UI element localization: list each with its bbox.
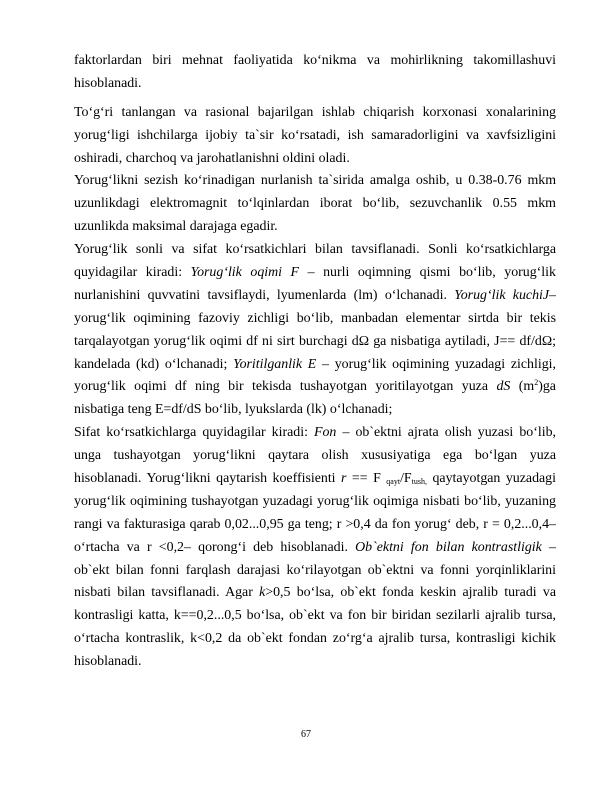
text-line: ob`ekt bilan fonni farqlash darajasi koʻrilayotgan ob`ektni va fonni yorqinliklarini [74, 562, 556, 578]
text-line: Toʻgʻri tanlangan va rasional bajarilgan ishlab chiqarish korxonasi xonalarining [74, 104, 556, 120]
term-italic: Ob`ektni fon bilan kontrastligik [355, 539, 542, 555]
text-line: nisbatiga teng E=df/dS boʻlib, lyukslarda (lk) oʻlchanadi; [74, 402, 393, 418]
text-line [74, 285, 556, 308]
text-line: oshiradi, charchoq va jarohatlanishni oldini oladi. [74, 150, 350, 166]
term-italic: Yorugʻlik oqimi F [190, 265, 300, 281]
text-line: yorugʻligi ishchilarga ijobiy ta`sir koʻrsatadi, ish samaradorligini va xavfsizligini [74, 127, 556, 143]
text-fragment: – nurli oqimning qismi boʻlib, yorugʻlik [307, 265, 556, 281]
text-fragment: – [549, 287, 556, 303]
text-line: yorugʻlik oqimining tushayotgan yuzadagi yorugʻlik oqimiga nisbati boʻlib, yuzaning [74, 493, 556, 509]
text-line: tarqalayotgan yorugʻlik oqimi df ni sirt burchagi dΩ ga nisbatiga aytiladi, J== df/dΩ; [74, 333, 556, 349]
text-fragment: yorugʻlik oqimi df ning bir tekisda tushayotgan yoritilayotgan yuza [74, 379, 488, 395]
term-italic: Fon [314, 425, 337, 441]
text-line [74, 582, 556, 605]
text-line [74, 468, 556, 491]
text-fragment: Sifat koʻrsatkichlarga quyidagilar kiradi: [74, 425, 308, 441]
term-italic: k [259, 585, 266, 601]
text-fragment: oʻrtacha va r <0,2– qorongʻi deb hisoblanadi. [74, 539, 348, 555]
page-number: 67 [301, 729, 311, 740]
document-page [74, 50, 556, 674]
term-italic: Yorugʻlik kuchiJ [454, 287, 550, 303]
text-fragment: kandelada (kd) oʻlchanadi; [74, 356, 228, 372]
text-line: hisoblanadi. [74, 654, 142, 670]
text-line [74, 376, 556, 399]
term-italic: Yoritilganlik E [233, 356, 317, 372]
text-fragment: – yorugʻlik oqimining yuzadagi zichligi, [322, 356, 556, 372]
text-fragment: – ob`ektni ajrata olish yuzasi boʻlib, [342, 425, 556, 441]
formula-fragment: == F $_{qayt}/F_{tush,}$ [351, 471, 427, 487]
text-line: oʻrtacha kontraslik, k<0,2 da ob`ekt fondan zoʻrgʻa ajralib tursa, kontrasligi kichik [74, 631, 556, 647]
text-fragment: qaytayotgan yuzadagi [432, 471, 556, 487]
text-line: rangi va fakturasiga qarab 0,02...0,95 ga teng; r >0,4 da fon yorugʻ deb, r = 0,2...0,4– [74, 516, 556, 532]
text-line [74, 262, 556, 285]
term-italic: dS [496, 379, 511, 395]
text-fragment: nurlanishini quvvatini tavsiflaydi, lyumenlarda (lm) oʻlchanadi. [74, 287, 447, 303]
text-line: kontrasligi katta, k==0,2...0,5 boʻlsa, ob`ekt va fon bir biridan sezilarli ajralib tursa, [74, 608, 556, 624]
text-line: hisoblanadi. [74, 75, 142, 91]
text-line [74, 354, 556, 377]
text-line: Yorugʻlik sonli va sifat koʻrsatkichlari bilan tavsiflanadi. Sonli koʻrsatkichlarga [74, 242, 556, 258]
text-fragment: – [549, 539, 556, 555]
text-fragment: quyidagilar kiradi: [74, 265, 183, 281]
text-line: unga tushayotgan yorugʻlikni qaytara olish xususiyatiga ega boʻlgan yuza [74, 448, 556, 464]
text-line: uzunlikda maksimal darajaga egadir. [74, 219, 278, 235]
text-line [74, 537, 556, 560]
text-line [74, 422, 556, 445]
text-line: uzunlikdagi elektromagnit toʻlqinlardan iborat boʻlib, sezuvchanlik 0.55 mkm [74, 196, 556, 212]
text-line: faktorlardan biri mehnat faoliyatida koʻnikma va mohirlikning takomillashuvi [74, 53, 556, 68]
text-fragment: $(m^2)ga$ [518, 378, 556, 395]
term-italic: r [341, 471, 347, 487]
text-fragment: nisbati bilan tavsiflanadi. Agar [74, 585, 253, 601]
text-fragment: hisoblanadi. Yorugʻlikni qaytarish koeffisienti [74, 471, 336, 487]
text-line: Yorugʻlikni sezish koʻrinadigan nurlanish ta`sirida amalga oshib, u 0.38-0.76 mkm [74, 173, 556, 189]
text-fragment: >0,5 boʻlsa, ob`ekt fonda keskin ajralib turadi va [265, 585, 556, 601]
text-line: yorugʻlik oqimining fazoviy zichligi boʻlib, manbadan elementar sirtda bir tekis [74, 310, 556, 326]
